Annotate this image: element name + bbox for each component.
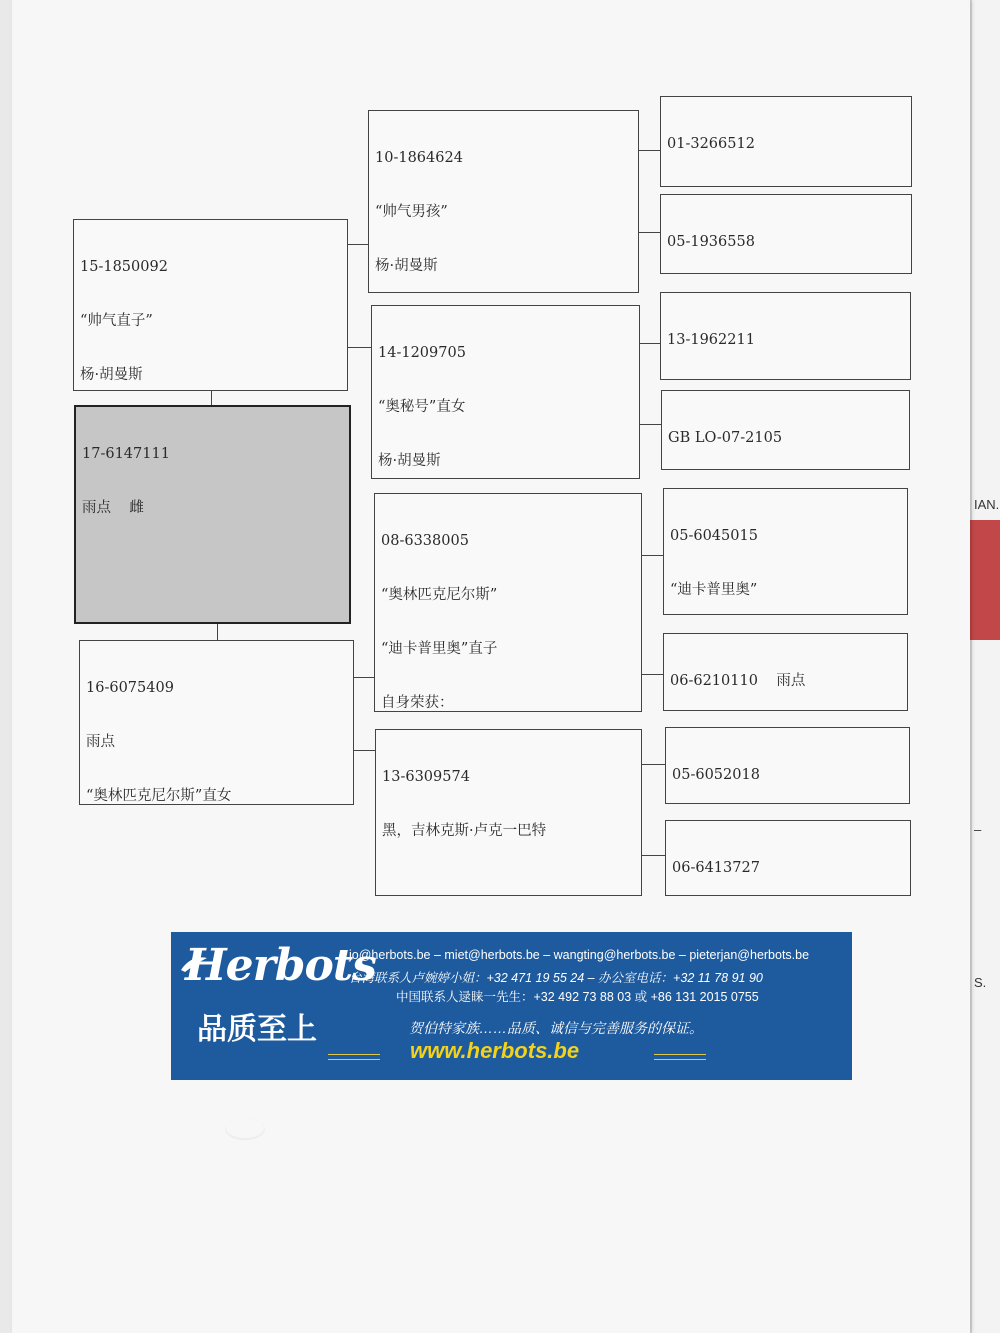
- ring-number: 14-1209705: [378, 345, 466, 361]
- ring-number: 05-1936558: [667, 234, 755, 250]
- pigeon-info: 雨点: [86, 734, 115, 750]
- contact-china: 中国联系人逯睐一先生：+32 492 73 88 03 或 +86 131 2015 0755: [396, 990, 759, 1004]
- connector-line: [640, 555, 663, 556]
- ring-number: 10-1864624: [375, 150, 463, 166]
- connector-line: [638, 150, 660, 151]
- ring-number: 13-1962211: [667, 332, 755, 348]
- decorative-line: [654, 1054, 706, 1060]
- dam-box: [79, 640, 354, 805]
- dd-dam-box: [665, 820, 911, 896]
- edge-text-jan: IAN.: [974, 497, 1000, 512]
- breeder: 杨·胡曼斯: [375, 258, 438, 274]
- ring-number: 15-1850092: [80, 259, 168, 275]
- pigeon-info: “奥林匹克尼尔斯”直女: [86, 788, 232, 804]
- decorative-line: [328, 1054, 380, 1060]
- ring-number: 06-6210110 雨点: [670, 673, 806, 689]
- ss-sire-box: [660, 96, 912, 187]
- ring-number: 08-6338005: [381, 533, 469, 549]
- background-edge: [968, 0, 1000, 1333]
- connector-line: [638, 232, 660, 233]
- pigeon-info: 黑，吉林克斯·卢克一巴特: [382, 823, 547, 839]
- pigeon-info: 雨点 雌: [82, 500, 144, 516]
- ring-number: GB LO-07-2105: [668, 430, 783, 446]
- tagline: 贺伯特家族……品质、诚信与完善服务的保证。: [409, 1020, 703, 1036]
- sire-dam-box: [371, 305, 640, 479]
- pigeon-info: “迪卡普里奥”直子: [381, 641, 498, 657]
- pigeon-name: “迪卡普里奥”: [670, 582, 758, 598]
- contact-emails: jo@herbots.be – miet@herbots.be – wangting@herbots.be – pieterjan@herbots.be: [349, 948, 810, 962]
- breeder: 杨·胡曼斯: [80, 367, 143, 383]
- herbots-banner: [171, 932, 852, 1080]
- connector-line: [353, 750, 375, 751]
- herbots-logo: Herbots: [185, 940, 376, 991]
- connector-line: [347, 244, 368, 245]
- sire-sire-box: [368, 110, 639, 293]
- edge-red-strip: [968, 520, 1000, 640]
- dam-dam-box: [375, 729, 642, 896]
- sire-box: [73, 219, 348, 391]
- ring-number: 06-6413727: [672, 860, 760, 876]
- connector-line: [353, 677, 374, 678]
- ring-number: 17-6147111: [82, 446, 170, 462]
- breeder: 杨·胡曼斯: [378, 453, 441, 469]
- dam-sire-box: [374, 493, 642, 712]
- connector-line: [638, 343, 660, 344]
- connector-line: [641, 764, 665, 765]
- pigeon-name: “奥秘号”直女: [378, 399, 466, 415]
- connector-line: [211, 390, 212, 406]
- connector-line: [640, 424, 661, 425]
- connector-line: [347, 347, 371, 348]
- connector-line: [217, 623, 218, 641]
- ring-number: 01-3266512: [667, 136, 755, 152]
- ds-dam-box: [663, 633, 908, 711]
- pigeon-name: “帅气直子”: [80, 313, 153, 329]
- subject-box: [74, 405, 351, 624]
- ring-number: 16-6075409: [86, 680, 174, 696]
- contact-taiwan: 台湾联系人卢婉婷小姐：+32 471 19 55 24 – 办公室电话：+32 11 78 91 90: [349, 971, 763, 985]
- paper-crease: [225, 1118, 265, 1140]
- ring-number: 05-6045015: [670, 528, 758, 544]
- connector-line: [641, 855, 665, 856]
- achievements-label: 自身荣获：: [381, 695, 454, 711]
- sd-dam-box: [661, 390, 910, 470]
- edge-text-s: S.: [974, 975, 987, 990]
- pigeon-name: “帅气男孩”: [375, 204, 448, 220]
- edge-text-dash: –: [974, 822, 982, 837]
- ds-sire-box: [663, 488, 908, 615]
- sd-sire-box: [660, 292, 911, 380]
- pigeon-name: “奥林匹克尼尔斯”: [381, 587, 498, 603]
- connector-line: [641, 674, 663, 675]
- slogan: 品质至上: [197, 1012, 317, 1047]
- ring-number: 05-6052018: [672, 767, 760, 783]
- ss-dam-box: [660, 194, 912, 274]
- ring-number: 13-6309574: [382, 769, 470, 785]
- website-link[interactable]: www.herbots.be: [410, 1038, 580, 1063]
- dd-sire-box: [665, 727, 910, 804]
